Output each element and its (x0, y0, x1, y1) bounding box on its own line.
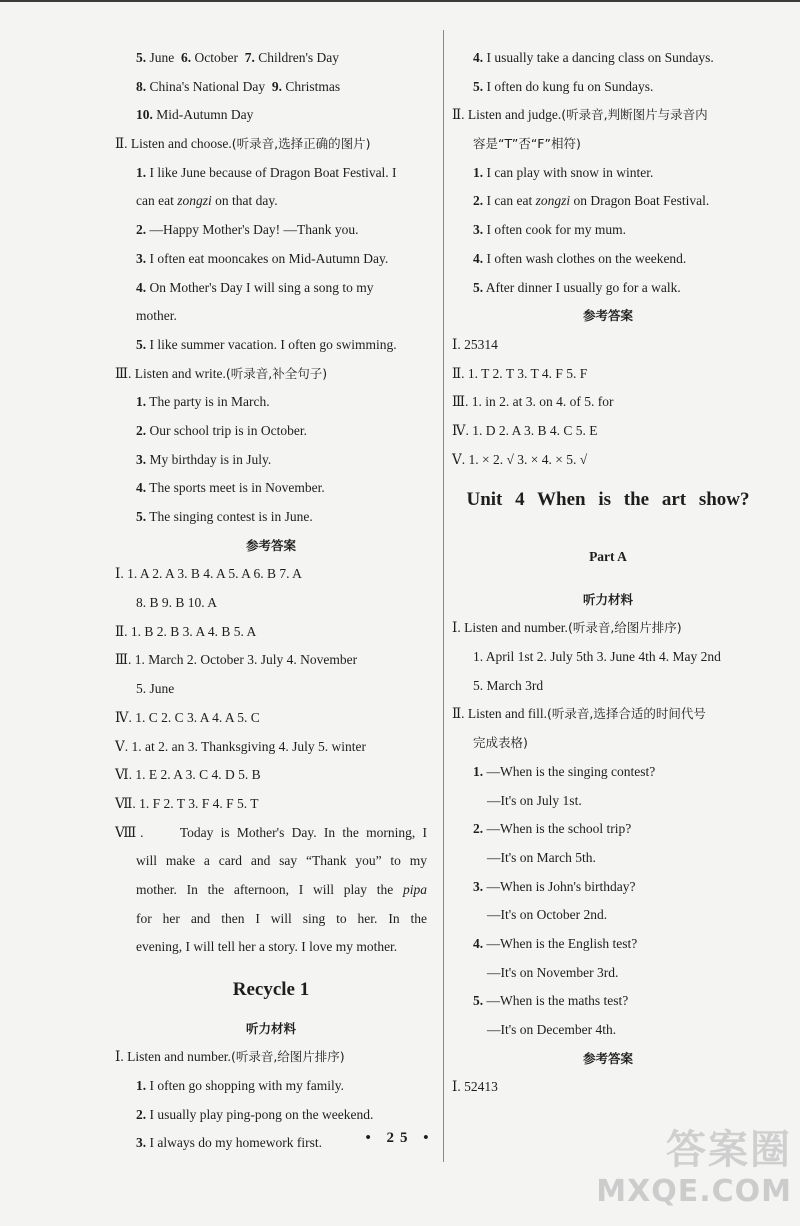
dialog-1-question: 1. —When is the singing contest? (473, 763, 656, 779)
dialog-2-answer: —It's on March 5th. (487, 849, 596, 865)
judge-item-5: 5. After dinner I usually go for a walk. (473, 279, 681, 295)
answer-8-line-1: Ⅷ. Today is Mother's Day. In the morning, I (115, 824, 428, 840)
dialog-3-question: 3. —When is John's birthday? (473, 878, 636, 894)
recycle-section-1-heading: Ⅰ. Listen and number.(听录音,给图片排序) (115, 1049, 345, 1065)
section-3-item-1: 1. The party is in March. (136, 394, 270, 410)
unit-section-1-line-2: 5. March 3rd (473, 677, 544, 693)
right-column (452, 44, 764, 1102)
section-2-item-4a: 4. On Mother's Day I will sing a song to my (136, 279, 374, 295)
section-3-item-3: 3. My birthday is in July. (136, 451, 272, 467)
answers-heading-3: 参考答案 (582, 1050, 633, 1066)
section-3-heading: Ⅲ. Listen and write.(听录音,补全句子) (115, 365, 328, 381)
recycle-item-1: 1. I often go shopping with my family. (136, 1078, 344, 1094)
dialog-4-answer: —It's on November 3rd. (487, 964, 619, 980)
section-2-item-5: 5. I like summer vacation. I often go swimming. (136, 336, 397, 352)
unit-section-2-heading-cont: 完成表格) (473, 735, 528, 751)
recycle-item-2: 2. I usually play ping-pong on the weekend. (136, 1106, 374, 1122)
recycle-answer-2: Ⅱ. 1. T 2. T 3. T 4. F 5. F (452, 365, 588, 381)
column-divider (443, 30, 444, 1162)
section-2-item-3: 3. I often eat mooncakes on Mid-Autumn Day. (136, 250, 389, 266)
recycle-section-2-heading: Ⅱ. Listen and judge.(听录音,判断图片与录音内 (452, 107, 708, 123)
dialog-4-question: 4. —When is the English test? (473, 935, 638, 951)
unit-section-2-heading: Ⅱ. Listen and fill.(听录音,选择合适的时间代号 (452, 706, 706, 722)
unit-section-1-line-1: 1. April 1st 2. July 5th 3. June 4th 4. May 2nd (473, 649, 721, 665)
recycle-section-2-heading-cont: 容是“T”否“F”相符) (473, 136, 581, 152)
watermark-text-url: MXQE.COM (596, 1174, 792, 1209)
listening-material-heading: 听力材料 (245, 1020, 296, 1036)
answer-6: Ⅵ. 1. E 2. A 3. C 4. D 5. B (115, 767, 261, 783)
section-3-item-5: 5. The singing contest is in June. (136, 509, 313, 524)
top-rule (0, 0, 800, 2)
unit-answer-1: Ⅰ. 52413 (452, 1079, 498, 1095)
recycle-item-4: 4. I usually take a dancing class on Sundays. (473, 50, 714, 65)
judge-item-2: 2. I can eat zongzi on Dragon Boat Festival. (473, 193, 710, 209)
answer-8-line-2: will make a card and say “Thank you” to my (136, 853, 427, 869)
answer-3a: Ⅲ. 1. March 2. October 3. July 4. November (115, 652, 358, 668)
watermark-text-cn: 答案圈 (666, 1127, 792, 1173)
recycle-title: Recycle 1 (232, 979, 310, 1000)
dialog-5-question: 5. —When is the maths test? (473, 993, 629, 1009)
answer-5: Ⅴ. 1. at 2. an 3. Thanksgiving 4. July 5. winter (115, 738, 366, 754)
section-2-item-4b: mother. (136, 308, 177, 324)
months-line-1: 5. June 6. October 7. Children's Day (136, 50, 340, 65)
watermark-logo (587, 1118, 792, 1222)
recycle-answer-1: Ⅰ. 25314 (452, 336, 498, 352)
judge-item-1: 1. I can play with snow in winter. (473, 164, 654, 180)
answer-7: Ⅶ. 1. F 2. T 3. F 4. F 5. T (115, 795, 259, 811)
judge-item-3: 3. I often cook for my mum. (473, 222, 626, 238)
dialog-2-question: 2. —When is the school trip? (473, 821, 632, 837)
answers-heading: 参考答案 (245, 537, 296, 553)
dialog-5-answer: —It's on December 4th. (487, 1022, 617, 1037)
dialog-3-answer: —It's on October 2nd. (487, 907, 608, 923)
answer-4: Ⅳ. 1. C 2. C 3. A 4. A 5. C (115, 709, 260, 725)
section-2-item-2: 2. —Happy Mother's Day! —Thank you. (136, 222, 359, 238)
listening-material-heading-2: 听力材料 (582, 591, 633, 607)
section-2-item-1b: can eat zongzi on that day. (136, 193, 278, 209)
page-number: • 25 • (365, 1130, 435, 1146)
answer-1a: Ⅰ. 1. A 2. A 3. B 4. A 5. A 6. B 7. A (115, 566, 302, 582)
answer-8-line-3: mother. In the afternoon, I will play the pipa (136, 881, 427, 897)
recycle-answer-3: Ⅲ. 1. in 2. at 3. on 4. of 5. for (452, 394, 614, 410)
part-heading: Part A (589, 549, 627, 564)
recycle-item-5: 5. I often do kung fu on Sundays. (473, 78, 654, 94)
unit-title: Unit 4 When is the art show? (466, 489, 750, 511)
recycle-answer-4: Ⅳ. 1. D 2. A 3. B 4. C 5. E (452, 422, 598, 438)
recycle-answer-5: Ⅴ. 1. × 2. √ 3. × 4. × 5. √ (452, 451, 588, 467)
section-2-item-1a: 1. I like June because of Dragon Boat Festival. I (136, 164, 397, 180)
section-3-item-4: 4. The sports meet is in November. (136, 480, 325, 496)
answer-2: Ⅱ. 1. B 2. B 3. A 4. B 5. A (115, 623, 257, 639)
months-line-2: 8. China's National Day 9. Christmas (136, 78, 341, 94)
judge-item-4: 4. I often wash clothes on the weekend. (473, 250, 687, 266)
answer-1b: 8. B 9. B 10. A (136, 595, 218, 611)
dialog-1-answer: —It's on July 1st. (487, 792, 582, 808)
answer-8-line-4: for her and then I will sing to her. In the (136, 910, 427, 926)
left-column (115, 44, 427, 1158)
section-2-heading: Ⅱ. Listen and choose.(听录音,选择正确的图片) (115, 136, 371, 152)
section-3-item-2: 2. Our school trip is in October. (136, 422, 307, 438)
answer-8-line-5: evening, I will tell her a story. I love my mother. (136, 939, 398, 955)
answer-3b: 5. June (136, 681, 175, 697)
recycle-item-3: 3. I always do my homework first. (136, 1135, 322, 1151)
unit-section-1-heading: Ⅰ. Listen and number.(听录音,给图片排序) (452, 620, 682, 636)
months-line-3: 10. Mid-Autumn Day (136, 107, 254, 123)
answers-heading-2: 参考答案 (582, 308, 633, 324)
